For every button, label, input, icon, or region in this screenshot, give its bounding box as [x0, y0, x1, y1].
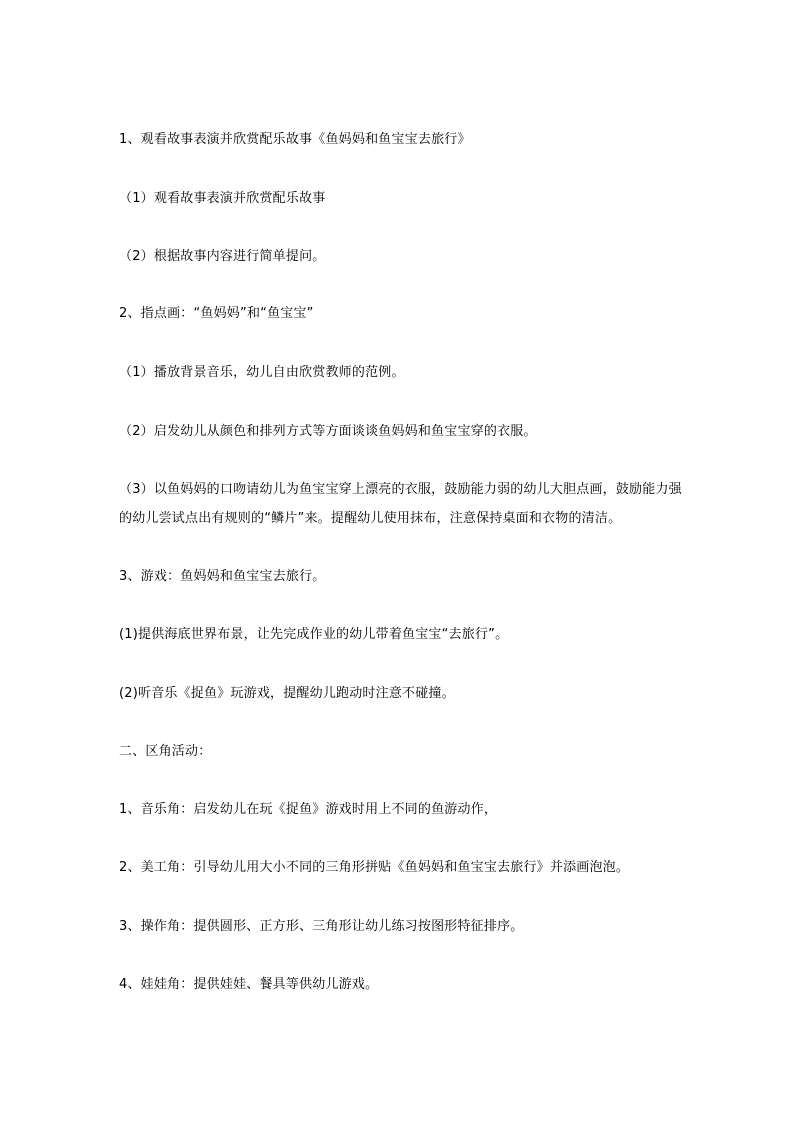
section-heading: 二、区角活动： [119, 744, 212, 759]
paragraph: 3、操作角：提供圆形、正方形、三角形让幼儿练习按图形特征排序。 [119, 919, 524, 934]
paragraph: （3）以鱼妈妈的口吻请幼儿为鱼宝宝穿上漂亮的衣服，鼓励能力弱的幼儿大胆点画，鼓励能力强的幼儿尝试点出有规则的“鳞片”来。提醒幼儿使用抹布，注意保持桌面和衣物的清洁。 [119, 482, 682, 526]
paragraph: 4、娃娃角：提供娃娃、餐具等供幼儿游戏。 [119, 977, 379, 992]
paragraph: 2、指点画：“鱼妈妈”和“鱼宝宝” [119, 306, 314, 321]
paragraph: 3、游戏：鱼妈妈和鱼宝宝去旅行。 [119, 569, 326, 584]
paragraph: （2）启发幼儿从颜色和排列方式等方面谈谈鱼妈妈和鱼宝宝穿的衣服。 [119, 424, 537, 439]
paragraph: (2)听音乐《捉鱼》玩游戏，提醒幼儿跑动时注意不碰撞。 [119, 686, 455, 701]
paragraph: (1)提供海底世界布景，让先完成作业的幼儿带着鱼宝宝“去旅行”。 [119, 627, 509, 642]
paragraph: （1）播放背景音乐，幼儿自由欣赏教师的范例。 [119, 365, 405, 380]
paragraph: （2）根据故事内容进行简单提问。 [119, 249, 326, 264]
paragraph: 2、美工角：引导幼儿用大小不同的三角形拼贴《鱼妈妈和鱼宝宝去旅行》并添画泡泡。 [119, 860, 630, 875]
paragraph: 1、观看故事表演并欣赏配乐故事《鱼妈妈和鱼宝宝去旅行》 [119, 132, 471, 147]
paragraph: 1、音乐角：启发幼儿在玩《捉鱼》游戏时用上不同的鱼游动作， [119, 802, 498, 817]
paragraph: （1）观看故事表演并欣赏配乐故事 [119, 191, 326, 206]
